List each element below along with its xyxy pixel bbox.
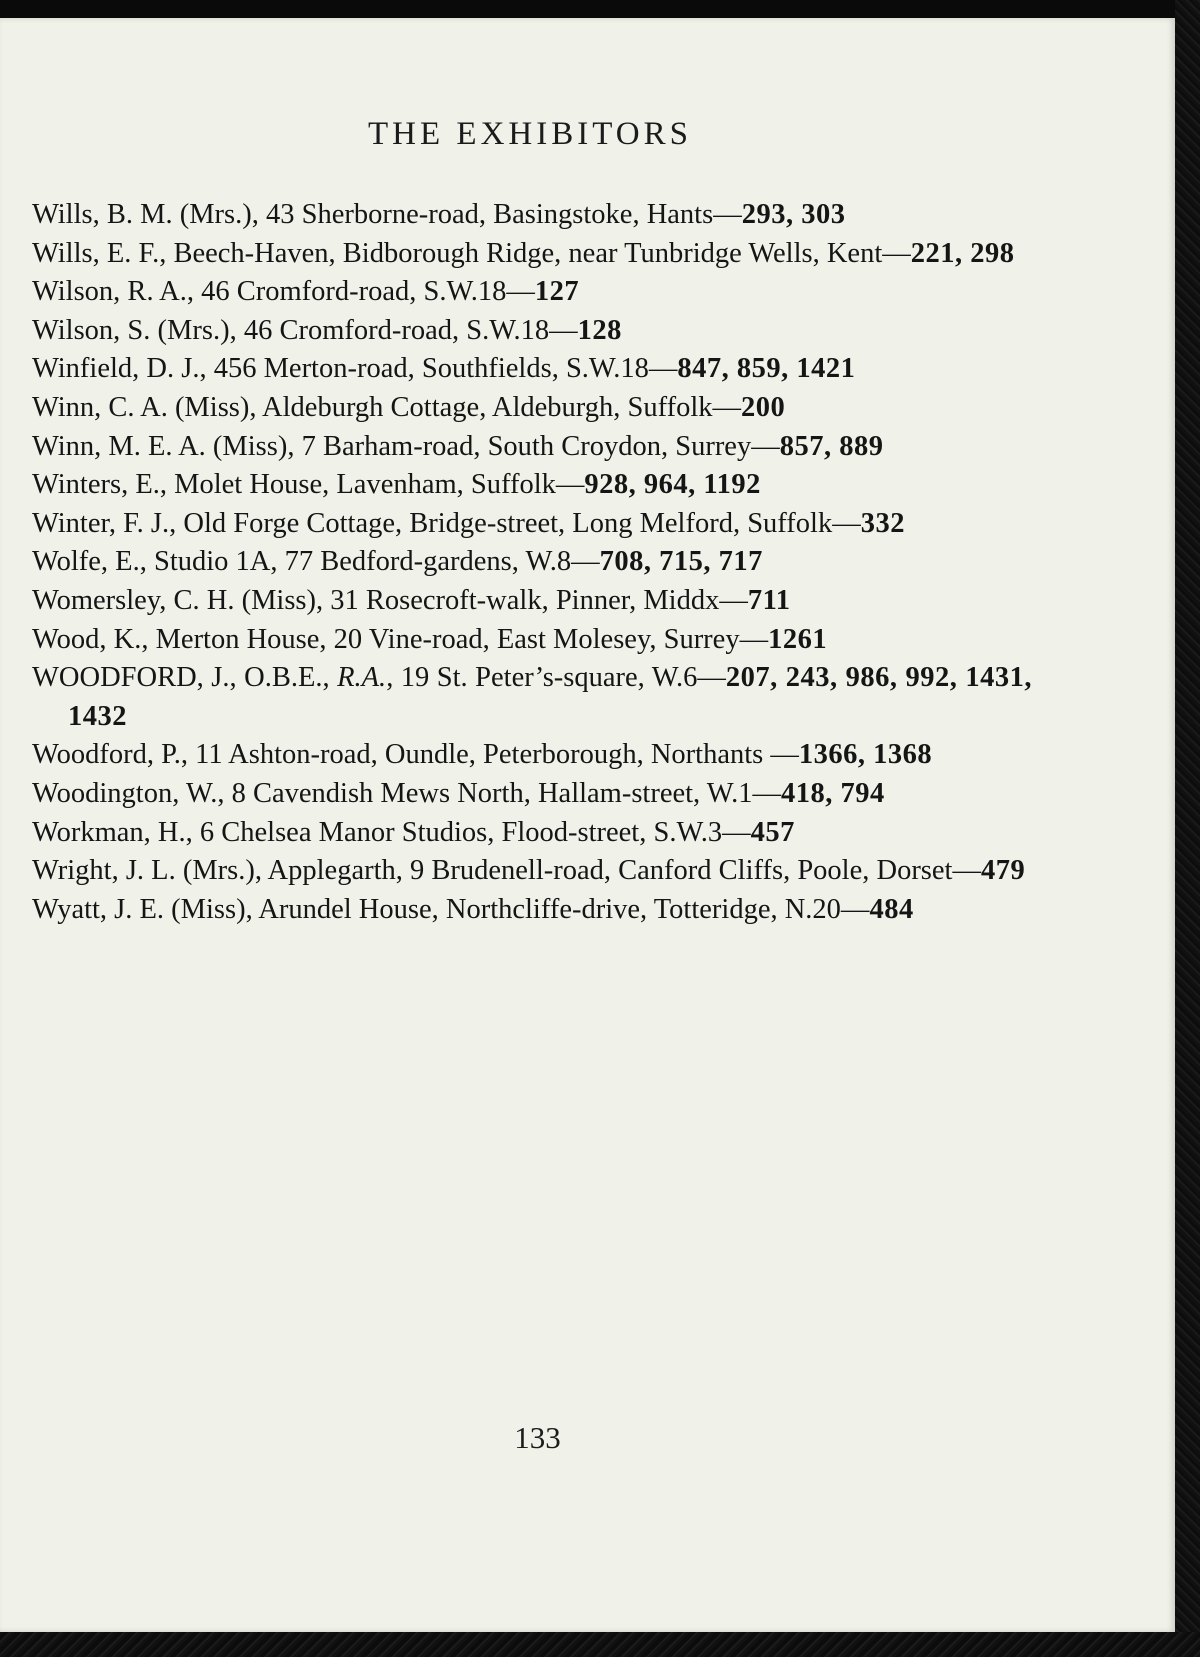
catalogue-numbers: 711 (747, 584, 791, 616)
list-item: Winter, F. J., Old Forge Cottage, Bridge-street, Long Melford, Suffolk—332 (32, 507, 905, 539)
list-item: Woodford, P., 11 Ashton-road, Oundle, Peterborough, Northants —1366, 1368 (32, 739, 933, 771)
scan-border-bottom (0, 1632, 1200, 1657)
exhibitor-list (32, 196, 1032, 929)
catalogue-numbers: 484 (869, 893, 914, 925)
list-item: Wyatt, J. E. (Miss), Arundel House, Northcliffe-drive, Totteridge, N.20—484 (32, 893, 914, 925)
running-head: THE EXHIBITORS (368, 116, 692, 152)
academician-title: R.A. (337, 662, 387, 694)
list-item: Wood, K., Merton House, 20 Vine-road, East Molesey, Surrey—1261 (32, 623, 828, 655)
page-number: 133 (514, 1420, 561, 1455)
catalogue-numbers: 207, 243, 986, 992, 1431, 1432 (68, 662, 1032, 732)
catalogue-numbers: 293, 303 (741, 199, 846, 230)
list-item: Wills, B. M. (Mrs.), 43 Sherborne-road, Basingstoke, Hants—293, 303 (32, 199, 846, 230)
catalogue-numbers: 200 (741, 391, 786, 423)
list-item: Wills, E. F., Beech-Haven, Bidborough Ridge, near Tunbridge Wells, Kent—221, 298 (32, 237, 1015, 269)
list-item: WOODFORD, J., O.B.E., R.A., 19 St. Peter’s-square, W.6—207, 243, 986, 992, 1431, 1432 (32, 662, 1032, 732)
catalogue-numbers: 479 (980, 855, 1026, 887)
catalogue-numbers: 221, 298 (910, 237, 1015, 269)
catalogue-numbers: 857, 889 (779, 430, 884, 462)
list-item: Woodington, W., 8 Cavendish Mews North, Hallam-street, W.1—418, 794 (32, 777, 885, 809)
catalogue-numbers: 928, 964, 1192 (584, 469, 761, 501)
catalogue-numbers: 418, 794 (780, 777, 885, 809)
catalogue-numbers: 127 (534, 276, 580, 308)
list-item: Wilson, S. (Mrs.), 46 Cromford-road, S.W.18—128 (32, 314, 622, 346)
list-item: Winn, C. A. (Miss), Aldeburgh Cottage, Aldeburgh, Suffolk—200 (32, 391, 786, 423)
catalogue-numbers: 332 (860, 507, 905, 539)
catalogue-numbers: 708, 715, 717 (599, 546, 763, 578)
catalogue-numbers: 128 (577, 314, 622, 346)
scan-border-top (0, 0, 1200, 18)
list-item: Winfield, D. J., 456 Merton-road, Southfields, S.W.18—847, 859, 1421 (32, 353, 856, 385)
list-item: Winn, M. E. A. (Miss), 7 Barham-road, South Croydon, Surrey—857, 889 (32, 430, 884, 462)
book-page (0, 18, 1175, 1632)
list-item: Wilson, R. A., 46 Cromford-road, S.W.18—127 (32, 276, 580, 308)
scan-border-right (1175, 0, 1200, 1657)
list-item: Workman, H., 6 Chelsea Manor Studios, Flood-street, S.W.3—457 (32, 816, 795, 848)
catalogue-numbers: 847, 859, 1421 (677, 353, 856, 385)
list-item: Wolfe, E., Studio 1A, 77 Bedford-gardens, W.8—708, 715, 717 (32, 546, 763, 578)
list-item: Wright, J. L. (Mrs.), Applegarth, 9 Brudenell-road, Canford Cliffs, Poole, Dorset—479 (32, 855, 1026, 887)
catalogue-numbers: 457 (750, 816, 795, 848)
list-item: Womersley, C. H. (Miss), 31 Rosecroft-walk, Pinner, Middx—711 (32, 584, 791, 616)
catalogue-numbers: 1366, 1368 (798, 739, 933, 771)
catalogue-numbers: 1261 (768, 623, 828, 655)
list-item: Winters, E., Molet House, Lavenham, Suffolk—928, 964, 1192 (32, 469, 761, 501)
